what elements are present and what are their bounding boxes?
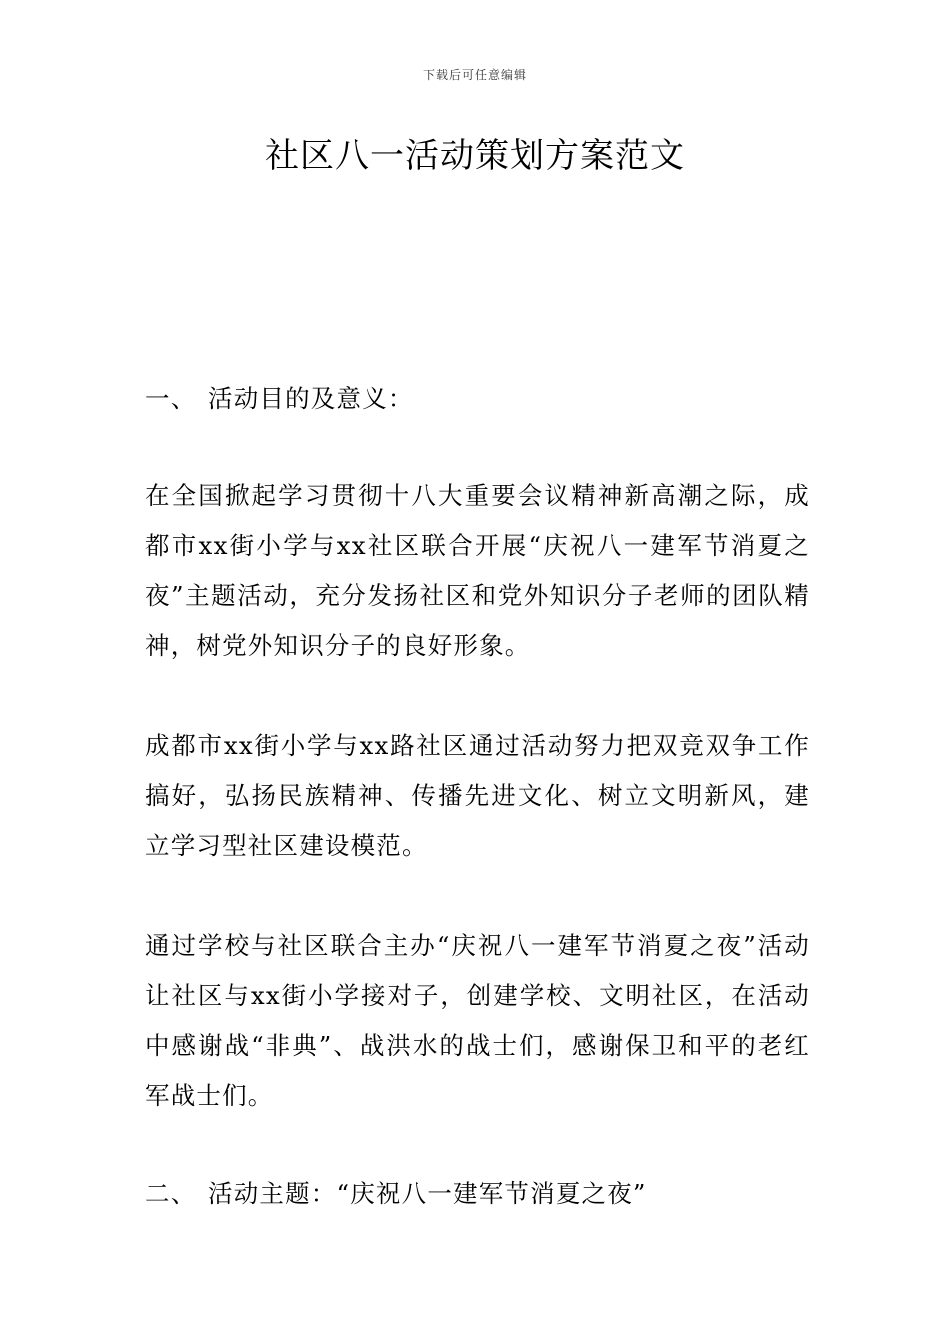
paragraph-3: 通过学校与社区联合主办“庆祝八一建军节消夏之夜”活动让社区与xx街小学接对子，创建学校、文明社区，在活动中感谢战“非典”、战洪水的战士们，感谢保卫和平的老红军战士们。: [145, 931, 810, 1110]
section-heading-2: [145, 1169, 647, 1219]
paragraph-1: 在全国掀起学习贯彻十八大重要会议精神新高潮之际，成都市xx街小学与xx社区联合开展“庆祝八一建军节消夏之夜”主题活动，充分发扬社区和党外知识分子老师的团队精神，树党外知识分子的良好形象。: [145, 481, 810, 660]
section-number-1: 一、: [145, 384, 197, 413]
paragraph-2: 成都市xx街小学与xx路社区通过活动努力把双竞双争工作搞好，弘扬民族精神、传播先进文化、树立文明新风，建立学习型社区建设模范。: [145, 731, 810, 860]
document-title: 社区八一活动策划方案范文: [265, 136, 685, 176]
section-number-2: 二、: [145, 1179, 197, 1208]
section-heading-1: [145, 374, 414, 424]
section-heading-text-2: 活动主题：“庆祝八一建军节消夏之夜”: [208, 1179, 647, 1208]
section-heading-text-1: 活动目的及意义：: [208, 384, 414, 413]
header-note: 下载后可任意编辑: [422, 68, 527, 82]
